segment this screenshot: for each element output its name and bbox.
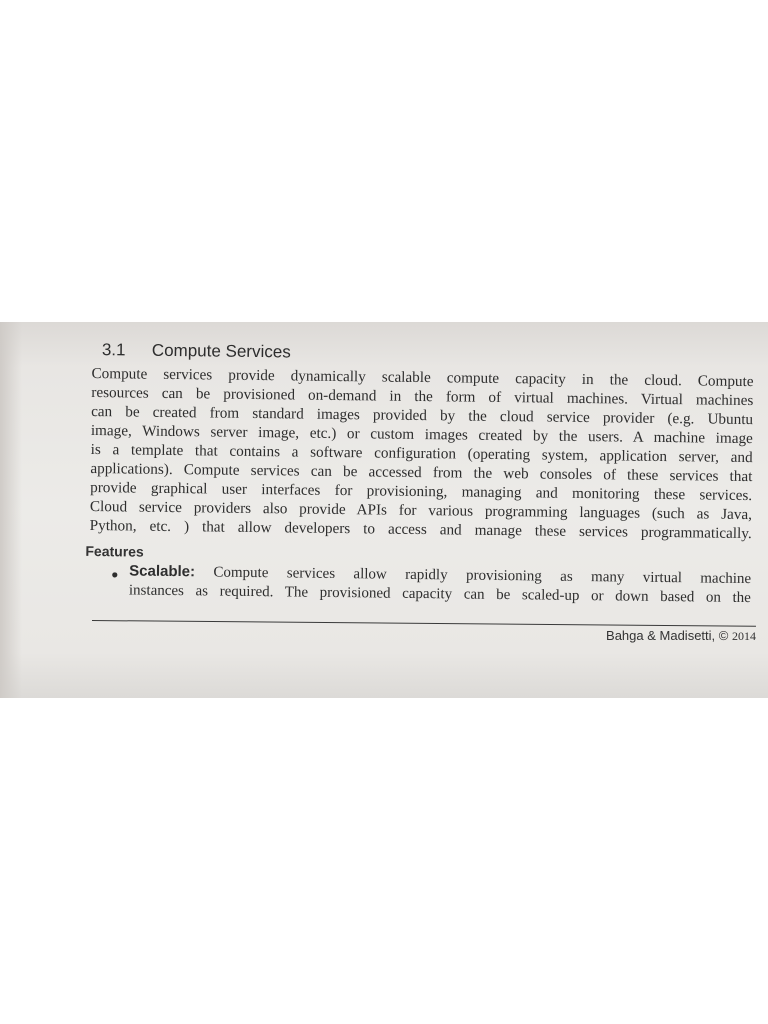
paragraph-line: Python, etc. ) that allow developers to access and manage these services programmatically.	[89, 516, 752, 543]
footer-divider	[92, 620, 756, 627]
section-heading	[102, 340, 754, 368]
feature-text: Compute services allow rapidly provisioning as many virtual machine	[213, 564, 752, 588]
section-title: Compute Services	[151, 340, 291, 362]
page-content	[85, 340, 754, 608]
paragraph-line: is a template that contains a software configuration (operating system, application server, and	[90, 440, 753, 467]
feature-list-item	[89, 561, 751, 608]
section-number: 3.1	[101, 340, 126, 360]
paragraph-line: applications). Compute services can be accessed from the web consoles of these services that	[90, 459, 753, 486]
paragraph-line: Cloud service providers also provide APIs for various programming languages (such as Java,	[89, 497, 753, 524]
copyright-symbol: ©	[718, 628, 729, 643]
paragraph-line: resources can be provisioned on-demand in the form of virtual machines. Virtual machines	[91, 383, 754, 410]
footer-credit	[606, 628, 756, 644]
paragraph-line: provide graphical user interfaces for provisioning, managing and monitoring these services.	[90, 478, 753, 505]
footer-authors: Bahga & Madisetti,	[606, 628, 716, 643]
feature-line: instances as required. The provisioned capacity can be scaled-up or down based on the	[128, 582, 751, 607]
book-page-photo	[0, 322, 768, 698]
feature-term: Scalable:	[129, 562, 196, 581]
paragraph-line: Compute services provide dynamically scalable compute capacity in the cloud. Compute	[91, 364, 754, 391]
paragraph-line: can be created from standard images provided by the cloud service provider (e.g. Ubuntu	[91, 402, 754, 429]
features-heading: Features	[85, 542, 144, 560]
paragraph-line: image, Windows server image, etc.) or custom images created by the users. A machine image	[90, 421, 753, 448]
body-paragraph	[90, 364, 754, 543]
bullet-icon: ●	[111, 567, 119, 582]
footer-year: 2014	[732, 629, 756, 643]
